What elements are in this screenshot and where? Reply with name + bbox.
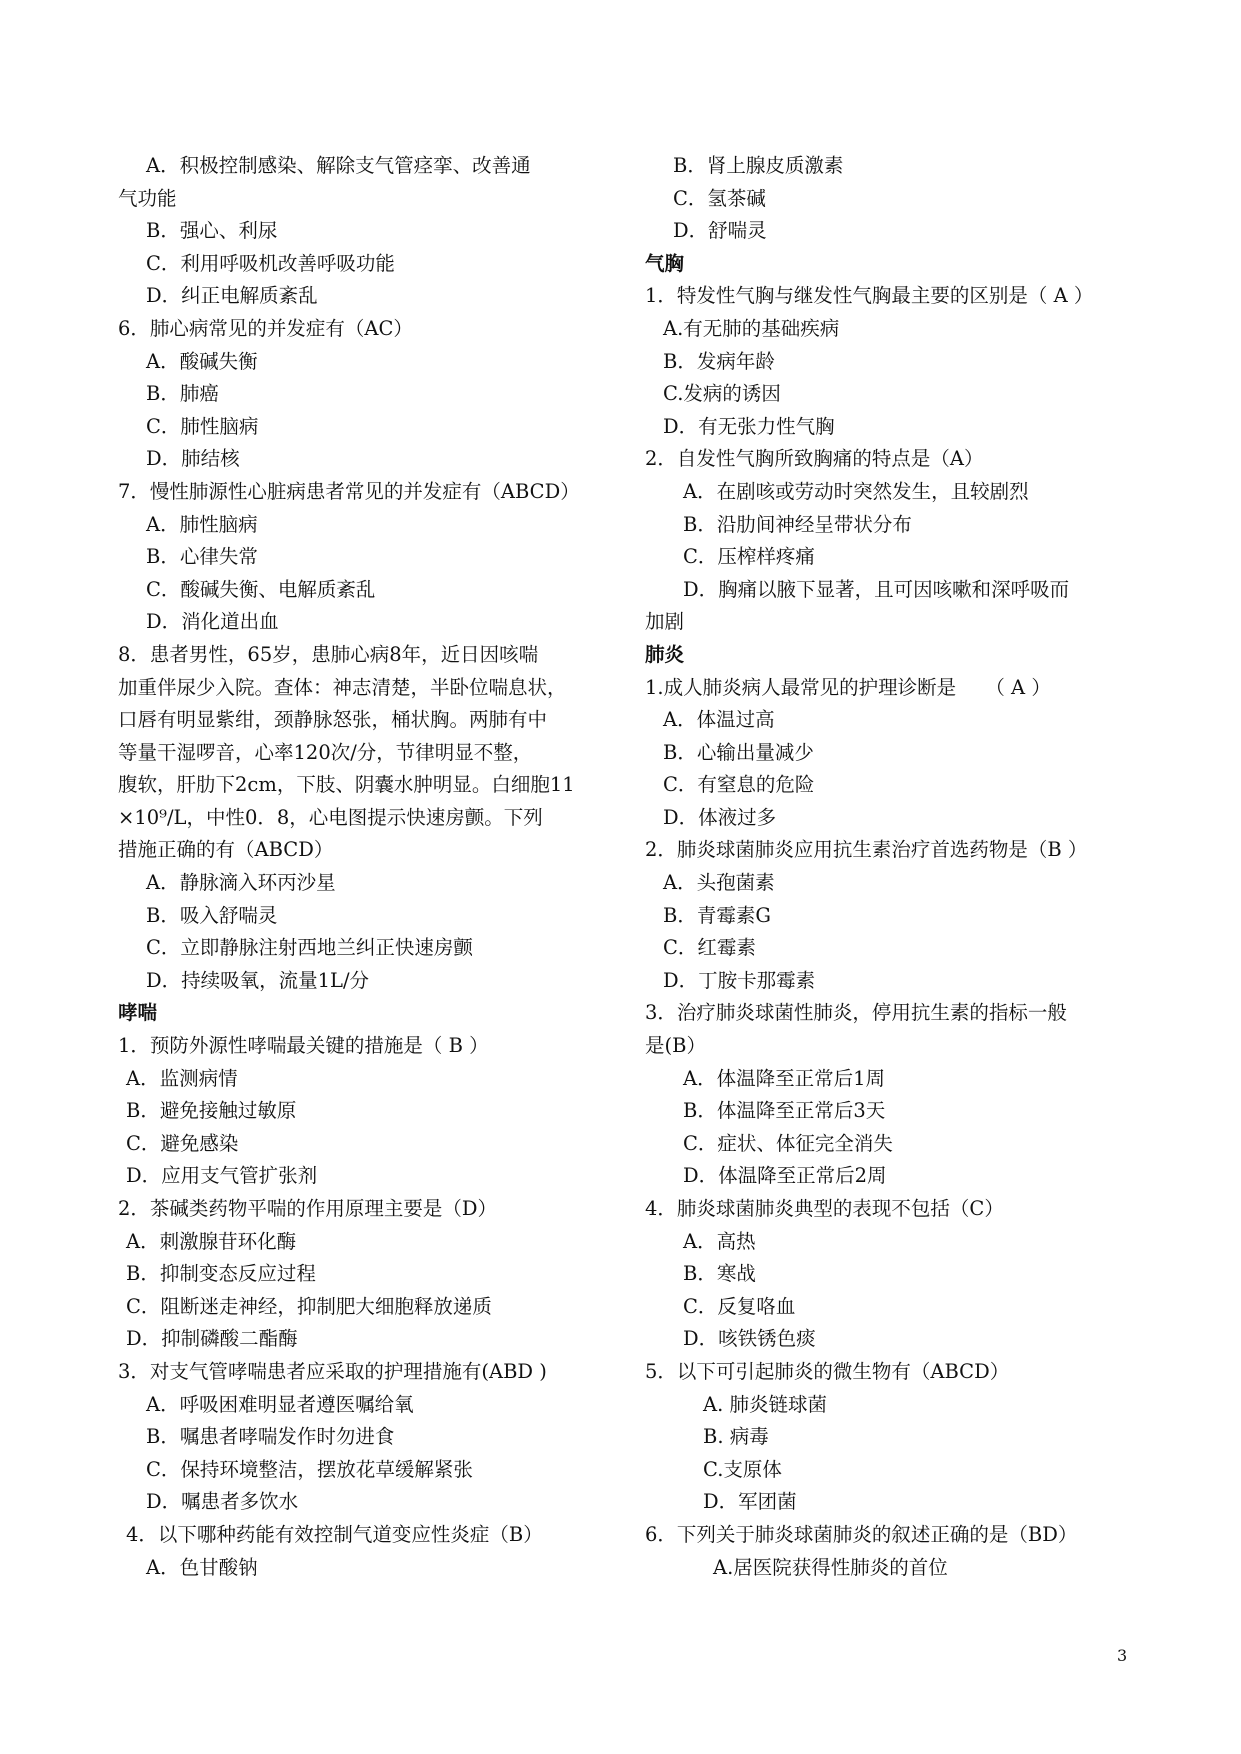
text-line: A．呼吸困难明显者遵医嘱给氧 xyxy=(146,1392,414,1416)
text-line: A．在剧咳或劳动时突然发生，且较剧烈 xyxy=(683,479,1029,503)
text-line: B．体温降至正常后3天 xyxy=(683,1099,886,1123)
text-line: 1．特发性气胸与继发性气胸最主要的区别是（ A ） xyxy=(645,284,1094,308)
text-line: 措施正确的有（ABCD） xyxy=(118,838,334,862)
text-line: D．军团菌 xyxy=(703,1490,797,1514)
text-line: 等量干湿啰音，心率120次/分，节律明显不整， xyxy=(118,740,533,764)
text-line: C.发病的诱因 xyxy=(663,382,781,406)
text-line: C．阻断迷走神经，抑制肥大细胞释放递质 xyxy=(126,1294,492,1318)
text-line: C．压榨样疼痛 xyxy=(683,545,815,569)
text-line: A．积极控制感染、解除支气管痉挛、改善通 xyxy=(146,154,531,177)
text-line: D．肺结核 xyxy=(146,447,240,471)
text-line: 2．茶碱类药物平喘的作用原理主要是（D） xyxy=(118,1197,498,1220)
text-line: B．肾上腺皮质激素 xyxy=(673,154,844,177)
text-line: 1.成人肺炎病人最常见的护理诊断是 （ A ） xyxy=(645,675,1051,699)
text-line: D．纠正电解质紊乱 xyxy=(146,284,318,308)
text-line: D．丁胺卡那霉素 xyxy=(663,968,816,992)
text-line: A．体温降至正常后1周 xyxy=(683,1066,885,1090)
text-line: 是(B） xyxy=(645,1034,706,1058)
text-line: 6．肺心病常见的并发症有（AC） xyxy=(118,316,413,340)
text-line: B．避免接触过敏原 xyxy=(126,1099,297,1123)
text-line: 气功能 xyxy=(118,186,177,210)
text-line: A.有无肺的基础疾病 xyxy=(663,316,840,340)
text-line: C．保持环境整洁，摆放花草缓解紧张 xyxy=(146,1457,473,1481)
text-line: C．氢茶碱 xyxy=(673,186,766,210)
text-line: B．沿肋间神经呈带状分布 xyxy=(683,512,912,536)
text-line: C．酸碱失衡、电解质紊乱 xyxy=(146,577,376,601)
right-column xyxy=(645,150,1145,1584)
text-line: 加剧 xyxy=(645,610,685,634)
text-line: C．有窒息的危险 xyxy=(663,773,815,797)
text-line: 6．下列关于肺炎球菌肺炎的叙述正确的是（BD） xyxy=(645,1522,1078,1546)
text-line: A．体温过高 xyxy=(663,708,775,732)
text-line: B．青霉素G xyxy=(663,903,771,927)
text-line: C．利用呼吸机改善呼吸功能 xyxy=(146,251,395,275)
text-line: D．咳铁锈色痰 xyxy=(683,1327,816,1351)
text-line: B．寒战 xyxy=(683,1262,756,1286)
section-heading: 肺炎 xyxy=(645,642,685,666)
text-line: C．肺性脑病 xyxy=(146,414,259,438)
page-number: 3 xyxy=(1117,1646,1128,1665)
text-line: D．体温降至正常后2周 xyxy=(683,1164,887,1188)
text-line: 腹软，肝肋下2cm，下肢、阴囊水肿明显。白细胞11 xyxy=(118,773,575,797)
text-line: 7．慢性肺源性心脏病患者常见的并发症有（ABCD） xyxy=(118,479,580,503)
text-line: D．有无张力性气胸 xyxy=(663,414,835,438)
text-line: 加重伴尿少入院。查体：神志清楚，半卧位喘息状， xyxy=(118,675,567,699)
text-line: B．发病年龄 xyxy=(663,349,775,373)
text-line: D．消化道出血 xyxy=(146,610,279,634)
text-line: A. 肺炎链球菌 xyxy=(703,1392,827,1416)
text-line: C．避免感染 xyxy=(126,1131,239,1155)
text-line: 2．自发性气胸所致胸痛的特点是（A） xyxy=(645,447,984,471)
text-line: B. 病毒 xyxy=(703,1425,769,1449)
text-line: B．强心、利尿 xyxy=(146,219,278,243)
text-line: A．静脉滴入环丙沙星 xyxy=(146,871,336,895)
text-line: B．吸入舒喘灵 xyxy=(146,903,278,927)
text-line: B．肺癌 xyxy=(146,382,219,406)
text-line: C．反复咯血 xyxy=(683,1294,796,1318)
text-line: 4．以下哪种药能有效控制气道变应性炎症（B） xyxy=(126,1522,543,1546)
text-line: B．心律失常 xyxy=(146,545,258,569)
section-heading: 哮喘 xyxy=(118,1001,158,1025)
text-line: A．色甘酸钠 xyxy=(146,1555,258,1579)
text-line: A．酸碱失衡 xyxy=(146,349,258,373)
text-line: C.支原体 xyxy=(703,1457,782,1481)
text-line: C．红霉素 xyxy=(663,936,756,960)
text-line: B．心输出量减少 xyxy=(663,740,814,764)
text-line: 5．以下可引起肺炎的微生物有（ABCD） xyxy=(645,1359,1010,1383)
text-line: D．抑制磷酸二酯酶 xyxy=(126,1327,298,1351)
text-line: A．刺激腺苷环化酶 xyxy=(126,1229,297,1253)
section-heading: 气胸 xyxy=(645,251,685,275)
text-line: D．应用支气管扩张剂 xyxy=(126,1164,318,1188)
text-line: B．抑制变态反应过程 xyxy=(126,1262,316,1286)
text-line: A.居医院获得性肺炎的首位 xyxy=(713,1555,948,1579)
text-line: A．高热 xyxy=(683,1229,756,1253)
text-line: 2．肺炎球菌肺炎应用抗生素治疗首选药物是（B ） xyxy=(645,838,1088,862)
text-line: B．嘱患者哮喘发作时勿进食 xyxy=(146,1425,395,1449)
text-line: C．立即静脉注射西地兰纠正快速房颤 xyxy=(146,936,473,960)
text-line: A．肺性脑病 xyxy=(146,512,258,536)
text-line: D．体液过多 xyxy=(663,805,777,829)
text-line: A．头孢菌素 xyxy=(663,871,775,895)
left-column xyxy=(118,150,618,1584)
text-line: D．嘱患者多饮水 xyxy=(146,1490,299,1514)
text-line: 3．治疗肺炎球菌性肺炎，停用抗生素的指标一般 xyxy=(645,1001,1067,1025)
text-line: 4．肺炎球菌肺炎典型的表现不包括（C） xyxy=(645,1197,1004,1220)
text-line: D．胸痛以腋下显著，且可因咳嗽和深呼吸而 xyxy=(683,577,1070,601)
text-line: 8．患者男性，65岁，患肺心病8年，近日因咳喘 xyxy=(118,642,539,666)
text-line: C．症状、体征完全消失 xyxy=(683,1131,893,1155)
text-line: 3．对支气管哮喘患者应采取的护理措施有(ABD ) xyxy=(118,1359,547,1383)
text-line: A．监测病情 xyxy=(126,1066,238,1090)
text-line: ×10⁹/L，中性0．8，心电图提示快速房颤。下列 xyxy=(118,805,543,829)
text-line: D．舒喘灵 xyxy=(673,219,767,243)
text-line: D．持续吸氧，流量1L/分 xyxy=(146,968,370,992)
text-line: 1．预防外源性哮喘最关键的措施是（ B ） xyxy=(118,1034,489,1058)
text-line: 口唇有明显紫绀，颈静脉怒张，桶状胸。两肺有中 xyxy=(118,708,548,732)
